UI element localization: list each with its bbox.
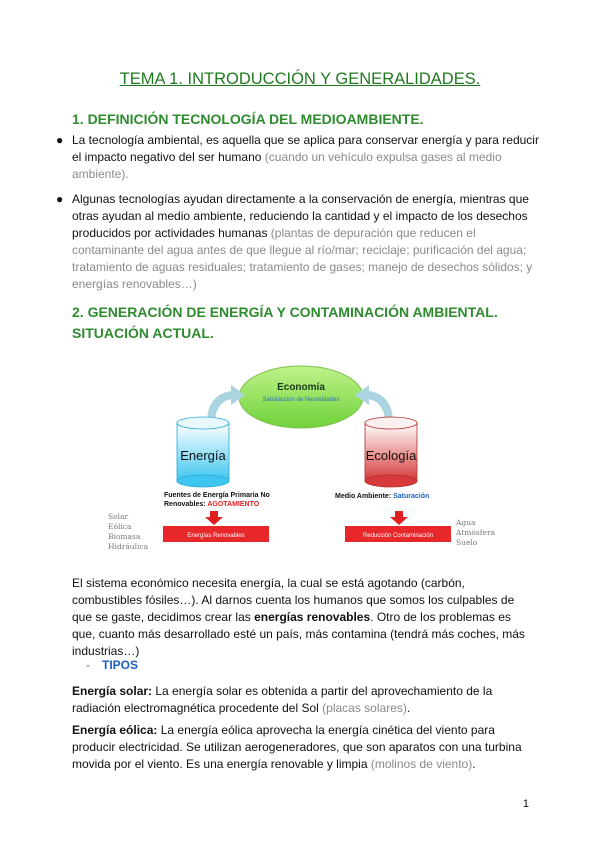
economy-label: Economía [277,382,325,393]
tipos-heading [86,658,138,672]
page-title: TEMA 1. INTRODUCCIÓN Y GENERALIDADES. [119,70,481,88]
solar-text: La energía solar es obtenida a partir del aprovechamiento de la radiación electromagnética procedente del Sol [72,684,493,715]
renewables-box-label: Energías Renovables [187,533,245,539]
bullet-item [40,132,540,183]
bullet-text: La tecnología ambiental, es aquella que se aplica para conservar energía y para reducir el impacto negativo del ser humano [72,133,539,164]
ecology-label: Ecología [365,448,417,463]
bullet-example: (cuando un vehículo expulsa gases al medio ambiente). [72,150,502,181]
bullet-example: (plantas de depuración que reducen el contaminante del agua antes de que llegue al río/mar; reciclaje; purificación del agua; tratamiento de aguas residuales; tratamiento de gases; manejo de desechos sólidos; y energías renovables…) [72,226,533,291]
page-number: 1 [522,798,529,810]
wind-energy-paragraph [72,722,532,773]
left-caption-line-2 [164,501,260,508]
renewable-sources-list: Solar Eólica Biomasa Hidráulica [108,512,149,551]
paragraph-text-end: . Otro de los problemas es que, cuanto más desarrollado esté un país, más contamina (tendrá más coches, más industrias…) [72,610,525,658]
ecology-cylinder-bottom [365,475,417,487]
left-caption-depletion: AGOTAMIENTO [207,501,260,508]
paragraph-text-start: El sistema económico necesita energía, la cual se está agotando (carbón, combustibles fósiles…). Al darnos cuenta los humanos que somos los culpables de que se gaste, decidimos crear las [72,576,515,624]
section-1-heading: 1. DEFINICIÓN TECNOLOGÍA DEL MEDIOAMBIENTE. [72,111,424,127]
energy-cylinder-bottom [177,475,229,487]
wind-text: La energía eólica aprovecha la energía cinética del viento para producir electricidad. Se utilizan aerogeneradores, que son aparatos con una turbina movida por el viento. Es una energía renovable y limpia [72,723,522,771]
left-caption-line-1: Fuentes de Energía Primaria No [164,492,270,499]
wind-example: (molinos de viento) [370,757,473,771]
energy-cylinder-top [177,417,229,429]
right-caption-saturation: Saturación [393,493,430,500]
bullet-icon: ● [56,192,64,206]
bullet-item [40,191,540,293]
economy-sub-label: Satisfacción de Necesidades [262,397,340,403]
bullet-text: Algunas tecnologías ayudan directamente a la conservación de energía, mientras que otras ayudan al medio ambiente, reduciendo la cantidad y el impacto de los desechos producidos por actividades humanas [72,192,529,240]
wind-end: . [472,757,476,771]
paragraph-energy-system [72,575,532,660]
solar-energy-paragraph [72,683,532,717]
bullet-icon: ● [56,133,64,147]
wind-label: Energía eólica: [72,723,158,737]
down-arrow-right [390,511,408,525]
section-2-heading: 2. GENERACIÓN DE ENERGÍA Y CONTAMINACIÓN AMBIENTAL. SITUACIÓN ACTUAL. [72,304,498,341]
down-arrow-left [205,511,223,525]
right-caption [335,493,429,500]
right-caption-prefix: Medio Ambiente: [335,493,392,500]
environment-media-list: Agua Atmósfera Suelo [456,518,496,547]
renewables-bold-text: energías renovables [254,610,371,624]
energy-label: Energía [180,448,226,463]
dash-marker: - [86,658,90,672]
solar-example: (placas solares) [322,701,407,715]
tipos-label: TIPOS [102,658,139,672]
energy-ecology-diagram [95,355,505,555]
section-1-bullets [40,132,540,301]
ecology-cylinder-top [365,417,417,429]
left-caption-prefix: Renovables: [164,501,206,508]
solar-label: Energía solar: [72,684,153,698]
pollution-reduction-box-label: Reducción Contaminación [362,533,434,539]
solar-end: . [406,701,411,715]
